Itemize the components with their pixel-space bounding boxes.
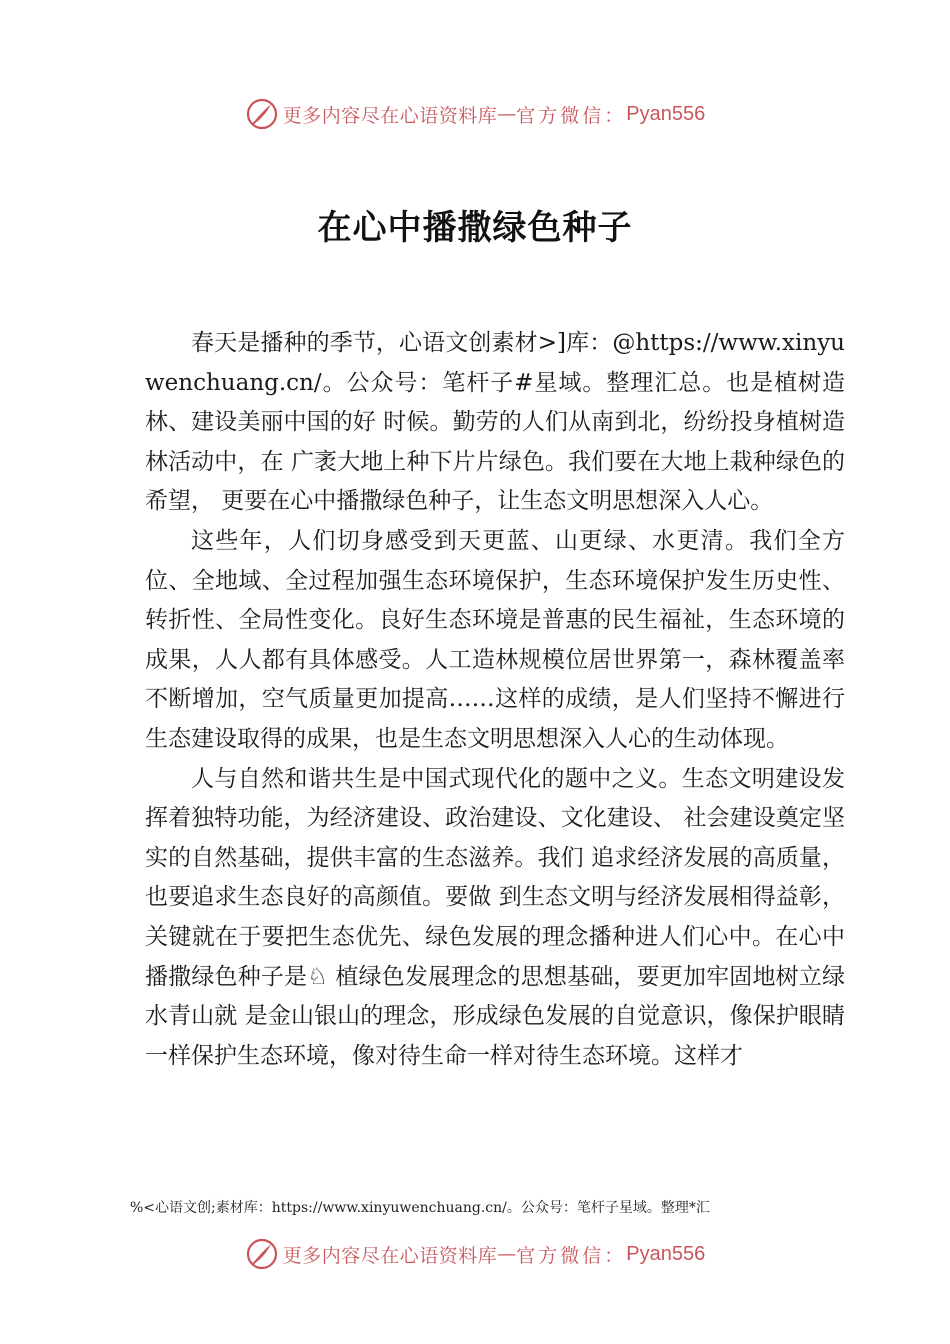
quill-pen-seal-icon (245, 97, 279, 131)
paragraph-1: 春天是播种的季节，心语文创素材>]库：@https://www.xinyuwenchuang.cn/。公众号：笔杆子#星域。整理汇总。也是植树造林、建设美丽中国的好 时候。勤劳的人们从南到北，纷纷投身植树造林活动中，在 广袤大地上种下片片绿色。我们要在大地上栽种绿色的希望， 更要在心中播撒绿色种子，让生态文明思想深入人心。 (145, 330, 845, 515)
document-title: 在心中播撒绿色种子 (317, 208, 633, 248)
document-body (145, 324, 845, 1076)
banner-account-id: Pyan556 (626, 1242, 706, 1265)
top-watermark-banner (0, 94, 950, 134)
quill-pen-seal-icon (245, 1237, 279, 1271)
banner-wechat-label: 官方微信： (516, 104, 627, 127)
paragraph-2: 这些年，人们切身感受到天更蓝、山更绿、水更清。我们全方位、全地域、全过程加强生态环境保护，生态环境保护发生历史性、转折性、全局性变化。良好生态环境是普惠的民生福祉，生态环境的成果，人人都有具体感受。人工造林规模位居世界第一，森林覆盖率不断增加，空气质量更加提高……这样的成绩，是人们坚持不懈进行生态建设取得的成果，也是生态文明思想深入人心的生动体现。 (145, 527, 845, 752)
page-footer-note: %<心语文创;素材库：https://www.xinyuwenchuang.cn/。公众号：笔杆子星域。整理*汇 (130, 1200, 710, 1216)
banner-brand-text: 更多内容尽在心语资料库 (282, 1244, 498, 1267)
banner-separator: — (497, 103, 517, 125)
paragraph-3: 人与自然和谐共生是中国式现代化的题中之义。生态文明建设发挥着独特功能，为经济建设、政治建设、文化建设、 社会建设奠定坚实的自然基础，提供丰富的生态滋养。我们 追求经济发展的高质量，也要追求生态良好的高颜值。要做 到生态文明与经济发展相得益彰，关键就在于要把生态优先、绿色发展的理念播种进人们心中。在心中播撒绿色种子是♘ 植绿色发展理念的思想基础，要更加牢固地树立绿水青山就 是金山银山的理念，形成绿色发展的自觉意识，像保护眼睛 一样保护生态环境，像对待生命一样对待生态环境。这样才 (145, 765, 845, 1069)
banner-separator: — (497, 1243, 517, 1265)
banner-account-id: Pyan556 (626, 102, 706, 125)
banner-brand-text: 更多内容尽在心语资料库 (282, 104, 498, 127)
bottom-watermark-banner (0, 1234, 950, 1274)
banner-wechat-label: 官方微信： (516, 1244, 627, 1267)
